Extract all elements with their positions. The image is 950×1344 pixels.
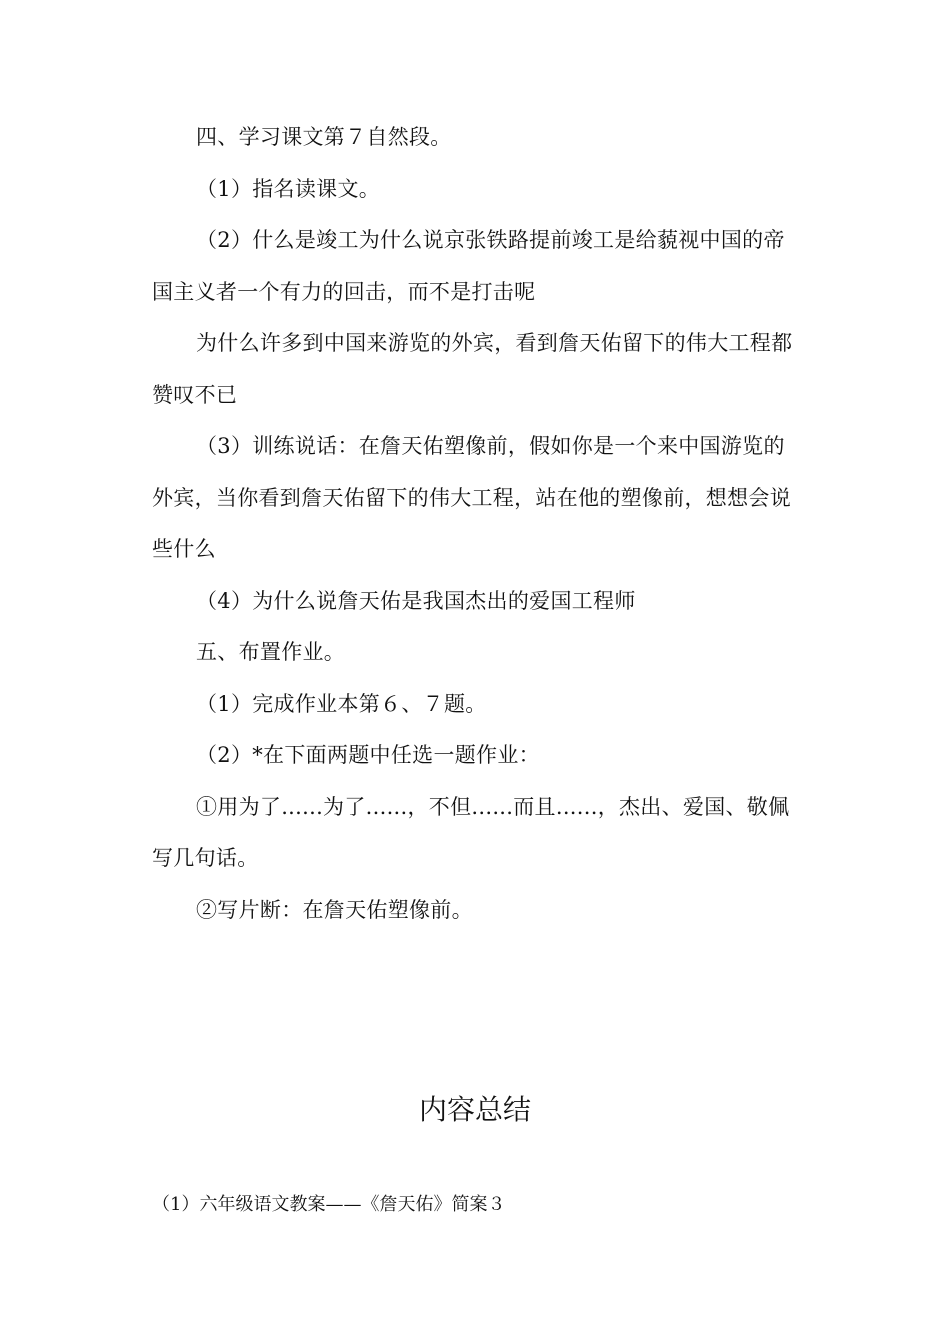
homework-item-1: （1）完成作业本第６、７题。 [196, 691, 487, 716]
question-completion: （2）什么是竣工为什么说京张铁路提前竣工是给藐视中国的帝国主义者一个有力的回击，而不是打击呢 [152, 228, 785, 304]
step-read-aloud: （1）指名读课文。 [196, 176, 381, 201]
summary-title: 内容总结 [418, 1093, 531, 1126]
section-heading-study-paragraph-7: 四、学习课文第７自然段。 [196, 125, 452, 149]
homework-item-2: （2）*在下面两题中任选一题作业： [196, 743, 540, 767]
homework-option-1: ①用为了......为了......，不但......而且......，杰出、爱国、敬佩写几句话。 [152, 794, 790, 870]
homework-option-2: ②写片断：在詹天佑塑像前。 [196, 897, 473, 922]
document-body [152, 112, 802, 936]
question-patriotic-engineer: （4）为什么说詹天佑是我国杰出的爱国工程师 [196, 588, 636, 613]
section-heading-homework: 五、布置作业。 [196, 640, 346, 664]
summary-item: （1）六年级语文教案——《詹天佑》简案３ [152, 1194, 506, 1215]
question-foreign-guests: 为什么许多到中国来游览的外宾，看到詹天佑留下的伟大工程都赞叹不已 [152, 331, 793, 407]
speaking-exercise: （3）训练说话：在詹天佑塑像前，假如你是一个来中国游览的外宾，当你看到詹天佑留下的伟大工程，站在他的塑像前，想想会说些什么 [152, 434, 791, 561]
